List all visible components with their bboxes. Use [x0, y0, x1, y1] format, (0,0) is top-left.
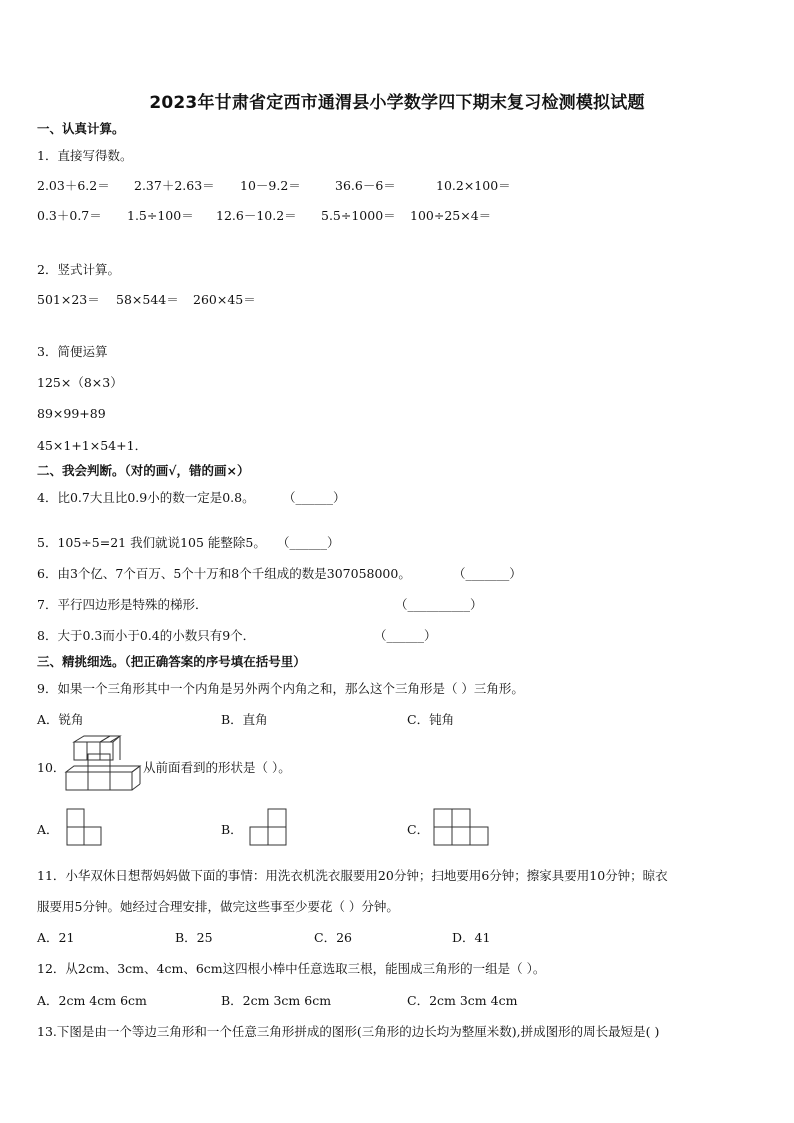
q10-text: 从前面看到的形状是（ ）。 — [143, 760, 291, 775]
q1-item: 12.6－10.2＝ — [216, 208, 297, 223]
q12-option-c[interactable]: C．2cm 3cm 4cm — [407, 993, 518, 1008]
q9-option-c[interactable]: C．钝角 — [407, 712, 455, 727]
q3-label: 3．简便运算 — [37, 344, 108, 359]
q11-option-b[interactable]: B．25 — [175, 930, 213, 945]
section-1-heading: 一、认真计算。 — [37, 121, 125, 136]
q11-option-d[interactable]: D．41 — [452, 930, 491, 945]
q10-number: 10． — [37, 760, 66, 775]
q3-item: 89×99+89 — [37, 406, 106, 421]
q1-item: 36.6－6＝ — [335, 178, 396, 193]
q7-text: 7．平行四边形是特殊的梯形． — [37, 597, 208, 612]
q10-option-b[interactable]: B． — [221, 822, 243, 837]
q12-text: 12．从2cm、3cm、4cm、6cm这四根小棒中任意选取三根，能围成三角形的一组是（ ）。 — [37, 961, 546, 976]
q5-text: 5．105÷5=21 我们就说105 能整除5。 — [37, 535, 266, 550]
q1-item: 1.5÷100＝ — [127, 208, 194, 223]
q1-label: 1．直接写得数。 — [37, 148, 133, 163]
q13-text: 13.下图是由一个等边三角形和一个任意三角形拼成的图形(三角形的边长均为整厘米数),拼成图形的周长最短是( ) — [37, 1024, 660, 1039]
q2-label: 2．竖式计算。 — [37, 262, 120, 277]
q11-text-line1: 11．小华双休日想帮妈妈做下面的事情：用洗衣机洗衣服要用20分钟；扫地要用6分钟；擦家具要用10分钟；晾衣 — [37, 868, 668, 883]
q3-item: 125×（8×3） — [37, 375, 123, 390]
q2-item: 58×544＝ — [116, 292, 179, 307]
q1-item: 2.37＋2.63＝ — [134, 178, 215, 193]
q1-item: 10.2×100＝ — [436, 178, 511, 193]
option-c-shape — [433, 808, 491, 846]
q2-item: 501×23＝ — [37, 292, 100, 307]
q12-option-a[interactable]: A．2cm 4cm 6cm — [37, 993, 147, 1008]
q4-blank[interactable]: （______） — [283, 490, 346, 505]
q2-item: 260×45＝ — [193, 292, 256, 307]
q9-option-b[interactable]: B．直角 — [221, 712, 268, 727]
option-b-shape — [249, 808, 289, 846]
q1-item: 5.5÷1000＝ — [321, 208, 396, 223]
q9-option-a[interactable]: A．锐角 — [37, 712, 84, 727]
q11-option-a[interactable]: A．21 — [37, 930, 75, 945]
q1-item: 0.3＋0.7＝ — [37, 208, 102, 223]
q1-item: 2.03＋6.2＝ — [37, 178, 110, 193]
q6-blank[interactable]: （_______） — [453, 566, 522, 581]
page-title: 2023年甘肃省定西市通渭县小学数学四下期末复习检测模拟试题 — [149, 93, 645, 113]
q11-option-c[interactable]: C．26 — [314, 930, 352, 945]
q10-option-c[interactable]: C． — [407, 822, 430, 837]
q8-blank[interactable]: （______） — [374, 628, 437, 643]
q1-item: 10－9.2＝ — [240, 178, 301, 193]
cube-stack-figure — [64, 736, 146, 792]
section-2-heading: 二、我会判断。（对的画√，错的画×） — [37, 463, 250, 478]
q11-text-line2: 服要用5分钟。她经过合理安排，做完这些事至少要花（ ）分钟。 — [37, 899, 399, 914]
q9-text: 9．如果一个三角形其中一个内角是另外两个内角之和，那么这个三角形是（ ）三角形。 — [37, 681, 524, 696]
q10-option-a[interactable]: A． — [37, 822, 59, 837]
q1-item: 100÷25×4＝ — [410, 208, 492, 223]
q4-text: 4．比0.7大且比0.9小的数一定是0.8。 — [37, 490, 255, 505]
q12-option-b[interactable]: B．2cm 3cm 6cm — [221, 993, 332, 1008]
option-a-shape — [66, 808, 104, 846]
q5-blank[interactable]: （______） — [277, 535, 340, 550]
section-3-heading: 三、精挑细选。（把正确答案的序号填在括号里） — [37, 654, 306, 669]
q8-text: 8．大于0.3而小于0.4的小数只有9个． — [37, 628, 256, 643]
q7-blank[interactable]: （__________） — [395, 597, 483, 612]
q3-item: 45×1+1×54+1． — [37, 438, 148, 453]
q6-text: 6．由3个亿、7个百万、5个十万和8个千组成的数是307058000。 — [37, 566, 411, 581]
